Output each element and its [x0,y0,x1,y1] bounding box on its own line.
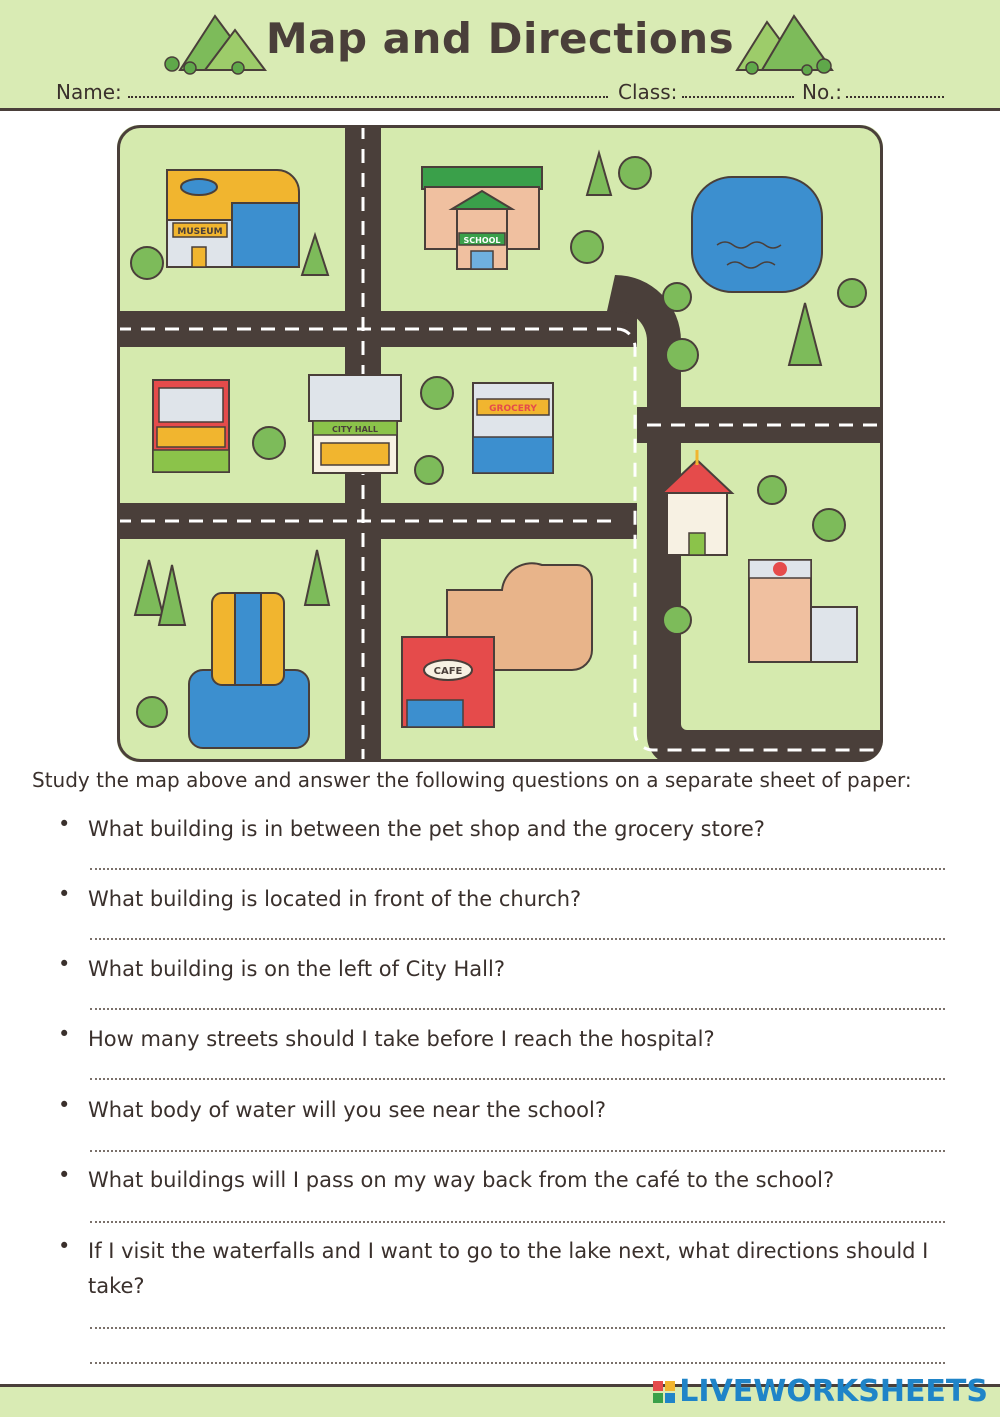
question-text: How many streets should I take before I reach the hospital? [88,1027,715,1051]
question-text: What building is on the left of City Hall? [88,957,505,981]
grocery-building [473,383,553,473]
answer-line-3[interactable] [90,1008,945,1010]
class-field[interactable] [682,96,794,98]
answer-line-4[interactable] [90,1078,945,1080]
question-text: What body of water will you see near the school? [88,1098,606,1122]
name-field[interactable] [128,96,608,98]
museum-label: MUSEUM [177,227,223,237]
answer-line-2[interactable] [90,938,945,940]
question-text: What building is located in front of the church? [88,887,582,911]
pet-shop-building [153,380,229,472]
liveworksheets-logo-icon [653,1381,675,1403]
page-title: Map and Directions [265,14,735,63]
answer-line-6[interactable] [90,1221,945,1223]
number-label: No.: [802,80,842,104]
brand-logo [653,1374,988,1409]
grocery-label: GROCERY [489,404,537,414]
cafe-label: CAFE [433,666,463,677]
city-hall-building [309,375,401,473]
town-map [117,125,883,762]
header-band [0,0,1000,111]
number-field[interactable] [846,96,944,98]
answer-line-1[interactable] [90,868,945,870]
question-text: What buildings will I pass on my way back from the café to the school? [88,1168,835,1192]
school-label: SCHOOL [463,236,501,245]
class-label: Class: [618,80,678,104]
lake [692,177,822,292]
answer-line-7b[interactable] [90,1362,945,1364]
museum-building [167,170,299,267]
answer-line-7a[interactable] [90,1327,945,1329]
student-info-row [56,80,946,106]
name-label: Name: [56,80,122,104]
question-text: If I visit the waterfalls and I want to go to the lake next, what directions should I take? [88,1239,929,1298]
city-hall-label: CITY HALL [332,425,378,434]
question-text: What building is in between the pet shop and the grocery store? [88,817,765,841]
instructions-text: Study the map above and answer the following questions on a separate sheet of paper: [32,768,912,792]
answer-line-5[interactable] [90,1150,945,1152]
hills-right-icon [732,8,842,78]
brand-text: LIVEWORKSHEETS [679,1374,988,1409]
cafe-building [402,637,494,727]
